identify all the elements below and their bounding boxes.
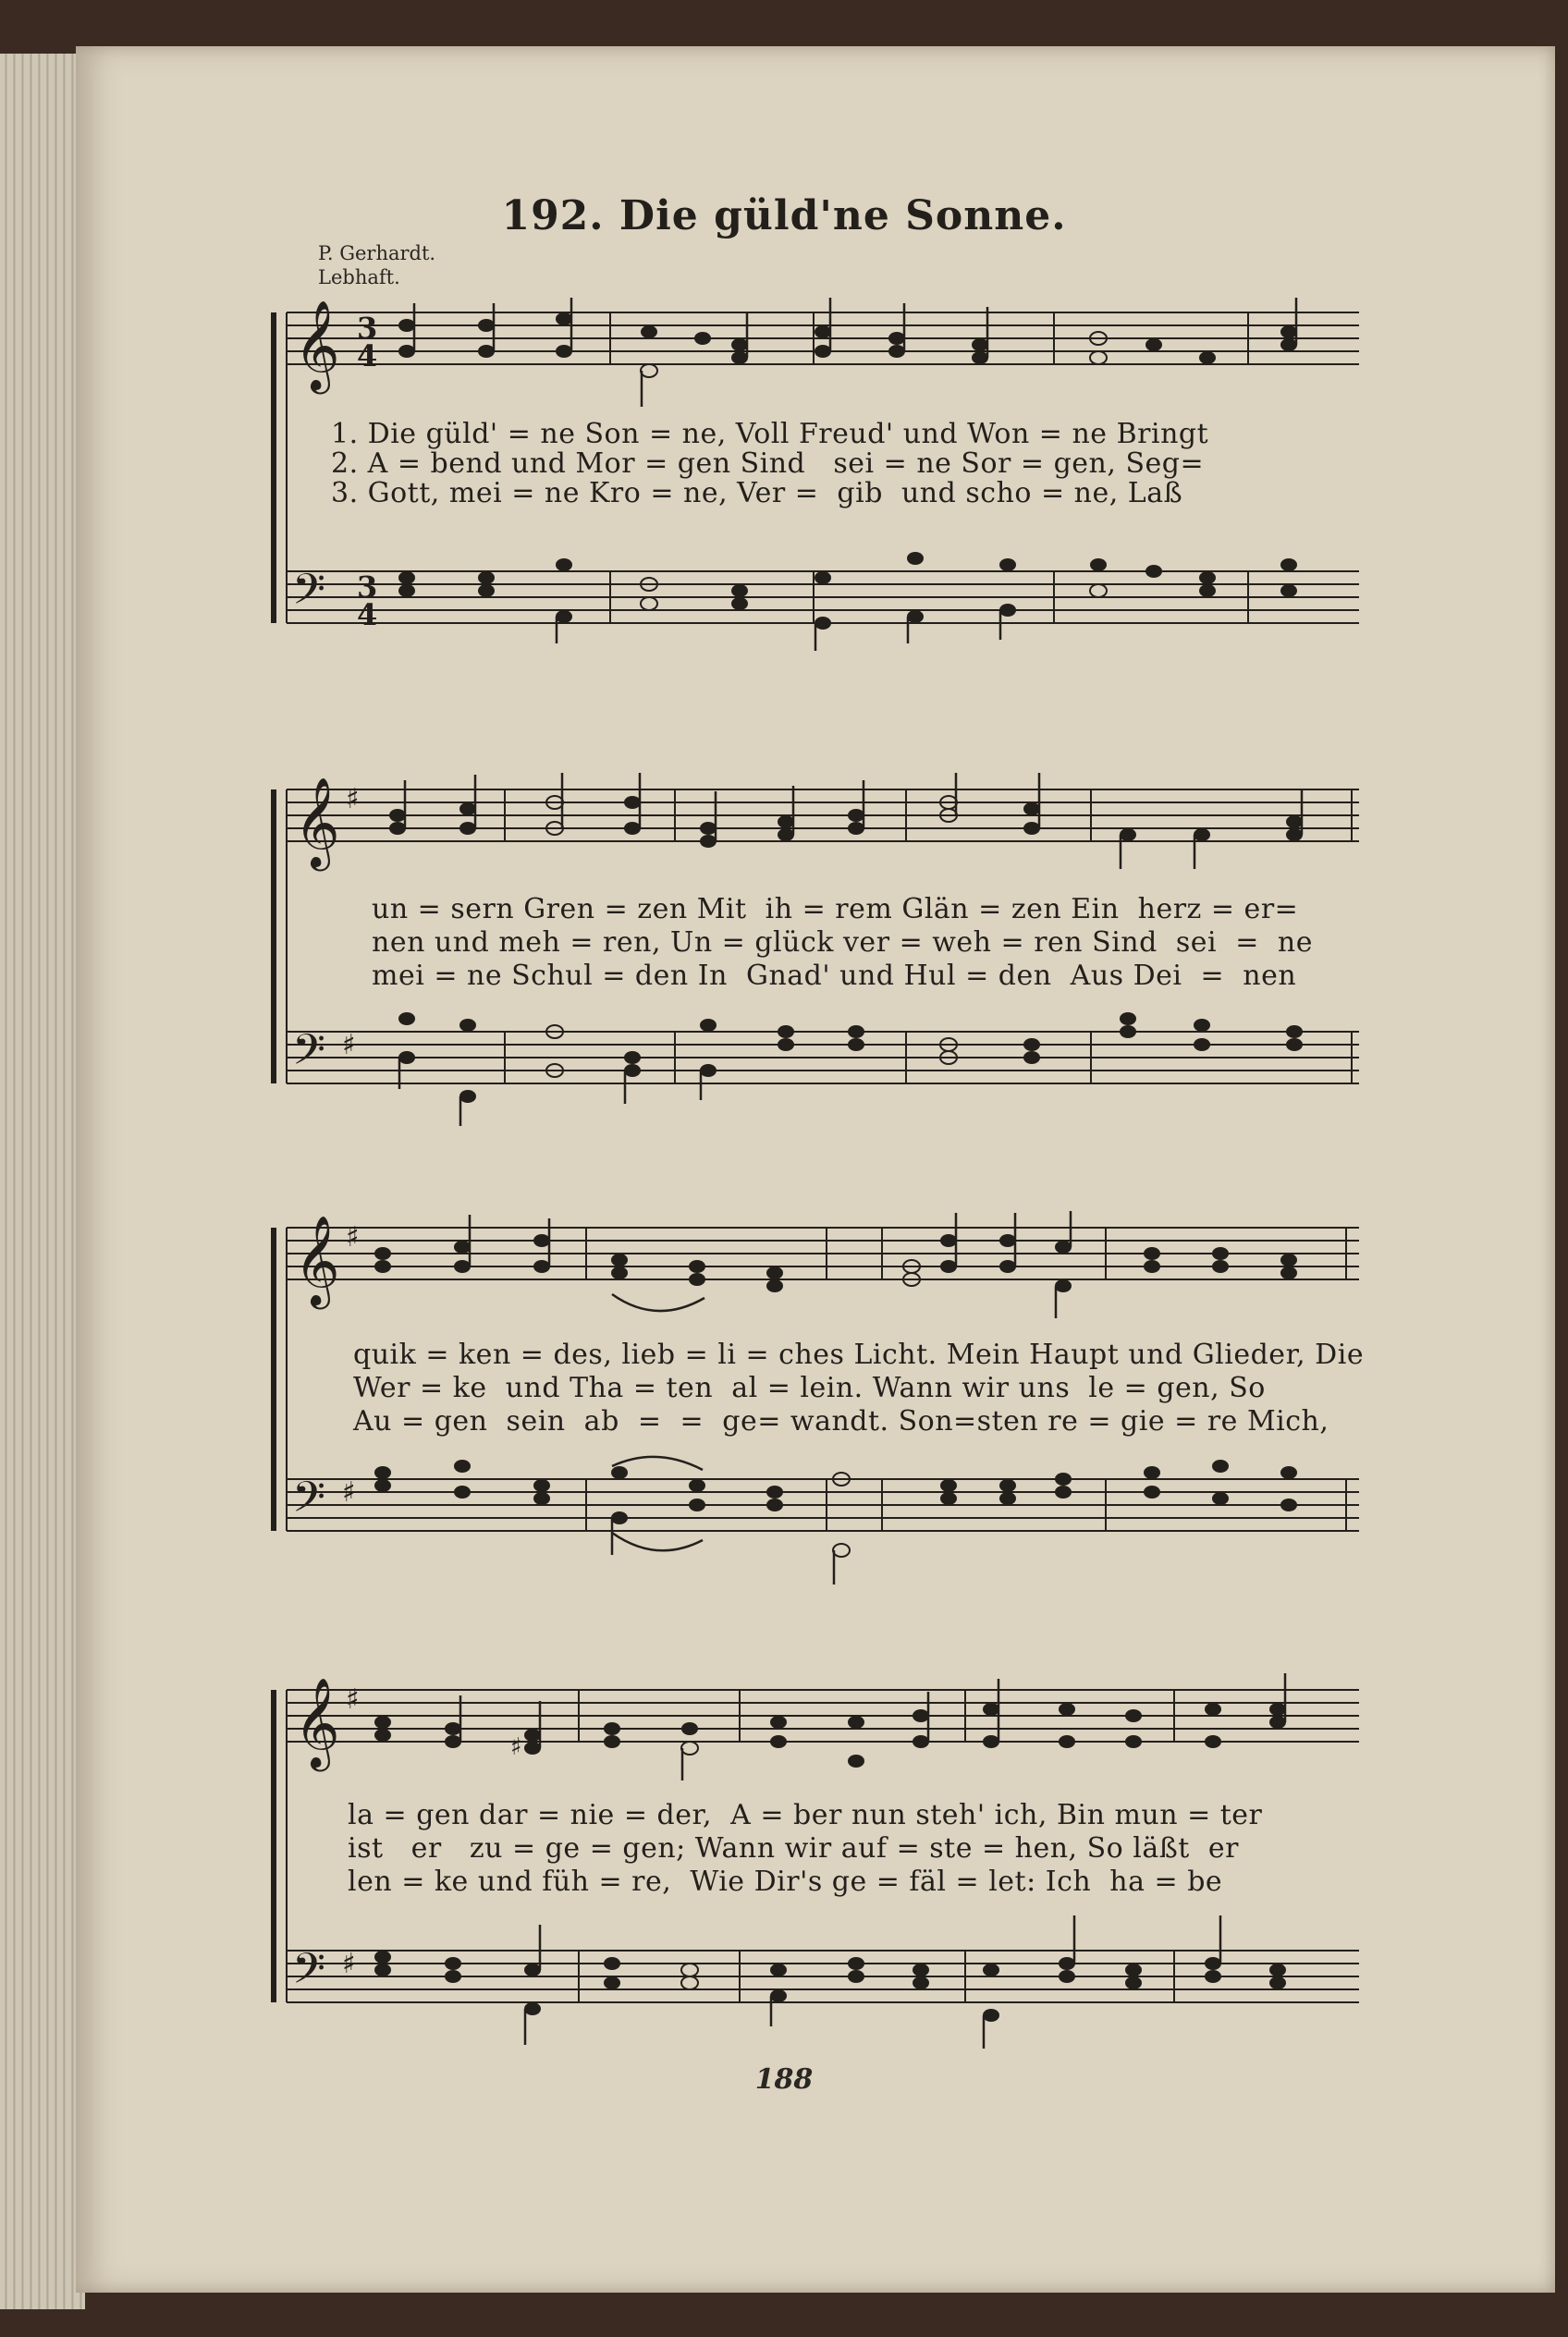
bass-clef-icon: 𝄢 xyxy=(292,1025,326,1085)
lyric-line: quik = ken = des, lieb = li = ches Licht. Mein Haupt und Glieder, Die xyxy=(353,1339,1365,1371)
lyric-line: Wer = ke und Tha = ten al = lein. Wann wir uns le = gen, So xyxy=(353,1372,1266,1404)
sharp-icon: ♯ xyxy=(346,1221,360,1254)
lyric-line: 3. Gott, mei = ne Kro = ne, Ver = gib und scho = ne, Laß xyxy=(331,477,1183,509)
page-number: 188 xyxy=(754,2063,814,2096)
lyric-line: la = gen dar = nie = der, A = ber nun steh' ich, Bin mun = ter xyxy=(348,1799,1263,1831)
time-sig-top: 3 xyxy=(357,311,378,346)
system-brace xyxy=(268,1673,1359,2043)
hymn-tempo: Lebhaft. xyxy=(318,266,400,288)
bass-clef-icon: 𝄢 xyxy=(292,1944,326,2004)
treble-clef-icon: 𝄞 xyxy=(294,300,340,390)
time-sig-top: 3 xyxy=(357,569,378,605)
bass-clef-icon: 𝄢 xyxy=(292,565,326,625)
treble-clef-icon: 𝄞 xyxy=(294,1215,340,1305)
treble-clef-icon: 𝄞 xyxy=(294,777,340,867)
lyric-line: un = sern Gren = zen Mit ih = rem Glän = zen Ein herz = er= xyxy=(372,893,1299,925)
system-brace xyxy=(268,1211,1359,1581)
system-brace xyxy=(268,296,1359,666)
lyric-line: ist er zu = ge = gen; Wann wir auf = ste = hen, So läßt er xyxy=(348,1832,1240,1865)
time-sig-bottom: 4 xyxy=(357,338,378,373)
sharp-icon: ♯ xyxy=(342,1029,356,1061)
sharp-icon: ♯ xyxy=(510,1733,522,1761)
system-brace xyxy=(268,773,1359,1143)
treble-clef-icon: 𝄞 xyxy=(294,1677,340,1768)
sharp-icon: ♯ xyxy=(346,1683,360,1716)
sharp-icon: ♯ xyxy=(346,783,360,815)
hymn-title: 192. Die güld'ne Sonne. xyxy=(501,192,1067,239)
lyric-line: mei = ne Schul = den In Gnad' und Hul = den Aus Dei = nen xyxy=(372,960,1297,992)
lyric-line: 2. A = bend und Mor = gen Sind sei = ne Sor = gen, Seg= xyxy=(331,447,1205,480)
hymn-author: P. Gerhardt. xyxy=(318,242,436,264)
lyric-line: nen und meh = ren, Un = glück ver = weh = ren Sind sei = ne xyxy=(372,926,1313,959)
lyric-line: 1. Die güld' = ne Son = ne, Voll Freud' und Won = ne Bringt xyxy=(331,418,1209,450)
lyric-line: len = ke und füh = re, Wie Dir's ge = fäl = let: Ich ha = be xyxy=(348,1866,1223,1898)
lyric-line: Au = gen sein ab = = ge= wandt. Son=sten re = gie = re Mich, xyxy=(353,1405,1329,1438)
time-sig-bottom: 4 xyxy=(357,597,378,632)
sharp-icon: ♯ xyxy=(342,1476,356,1509)
bass-clef-icon: 𝄢 xyxy=(292,1473,326,1533)
page-edges xyxy=(0,54,85,2309)
sharp-icon: ♯ xyxy=(342,1948,356,1980)
